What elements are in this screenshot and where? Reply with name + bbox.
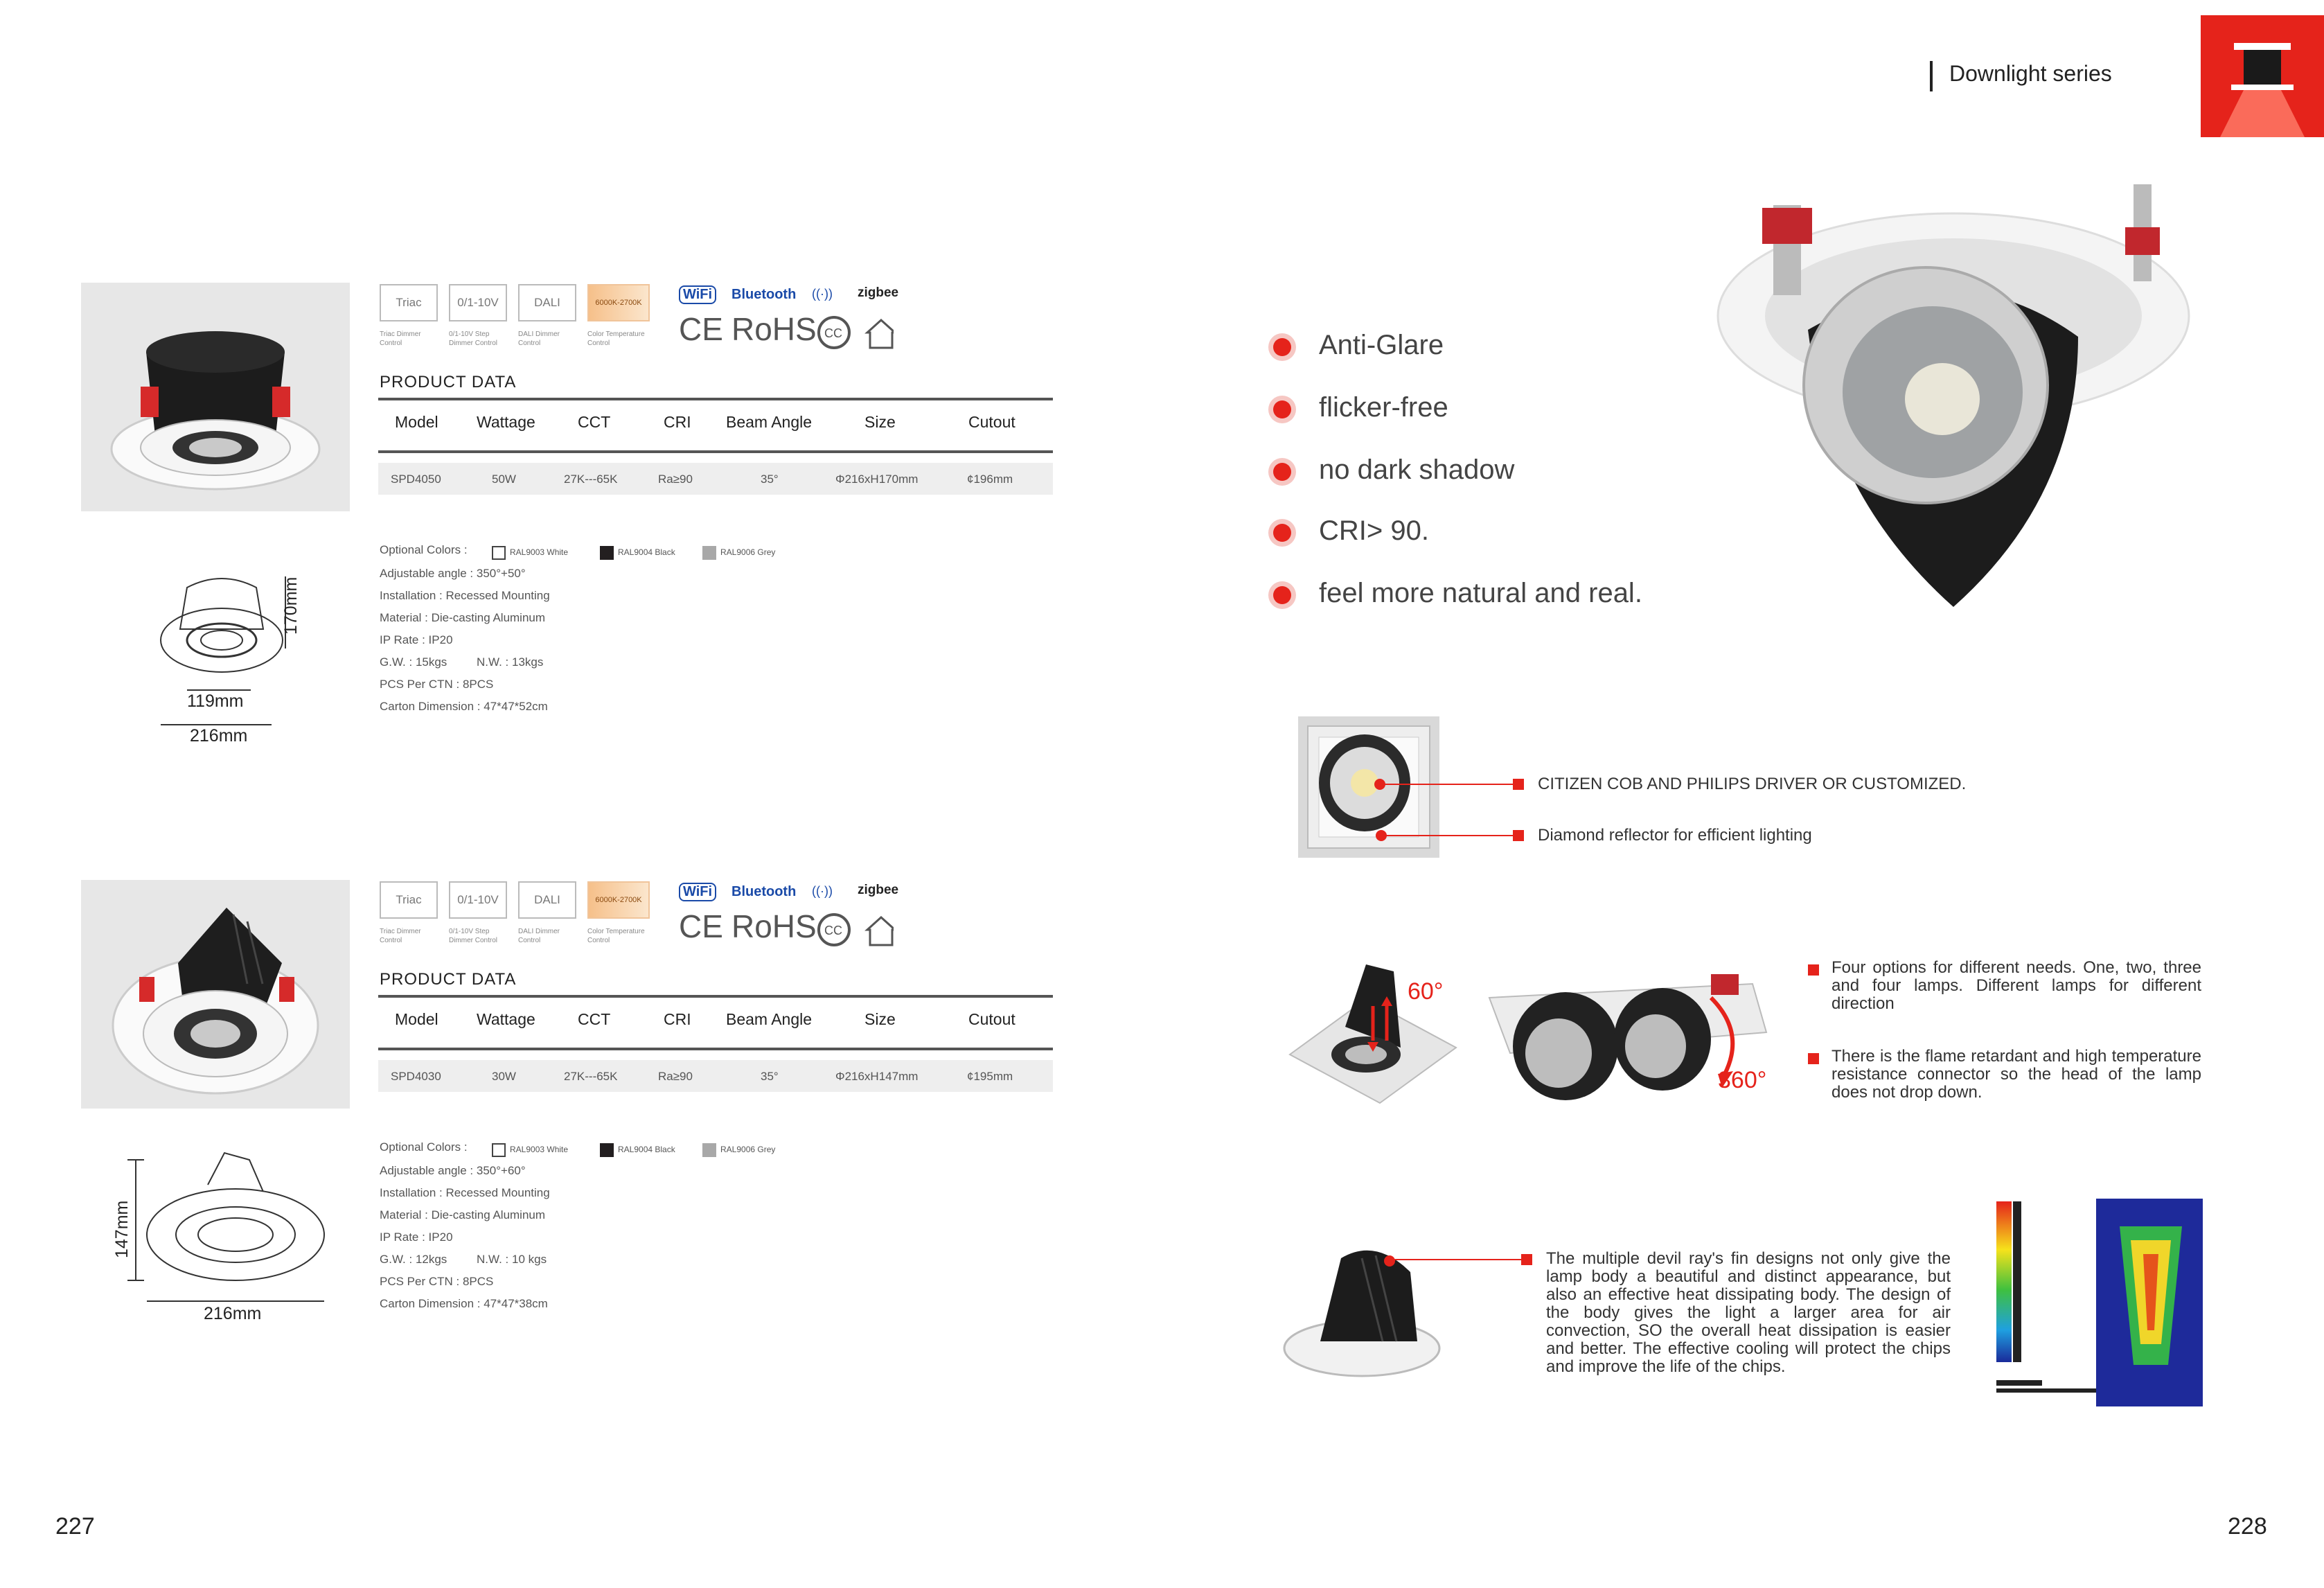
tilt-angle-label: 60° xyxy=(1408,978,1444,1005)
cell-cri: Ra≥90 xyxy=(658,1070,693,1083)
cell-wattage: 30W xyxy=(492,1070,516,1083)
spd4050-image xyxy=(81,283,350,511)
swatch-grey xyxy=(702,1143,716,1157)
color-black-label: RAL9004 Black xyxy=(618,1145,675,1154)
table-mid-rule-2 xyxy=(378,1048,1053,1050)
color-black-label: RAL9004 Black xyxy=(618,547,675,557)
product-data-title: PRODUCT DATA xyxy=(380,373,517,391)
cell-cct: 27K---65K xyxy=(564,1070,618,1083)
control-cct: 6000K-2700K xyxy=(587,881,650,919)
cob-illustration xyxy=(1298,716,1439,858)
feature-item: no dark shadow xyxy=(1319,455,1515,485)
callout-marker xyxy=(1513,779,1524,790)
control-dali: DALI xyxy=(518,881,576,919)
protocol-certs xyxy=(679,283,928,352)
wifi-icon: WiFi xyxy=(679,883,716,901)
callout-marker xyxy=(1513,830,1524,841)
caption-0-10v: 0/1-10V Step Dimmer Control xyxy=(449,928,498,944)
swatch-white xyxy=(492,546,506,560)
fin-illustration xyxy=(1279,1230,1459,1383)
col-cct: CCT xyxy=(578,1010,611,1028)
bullet-icon xyxy=(1273,524,1291,542)
color-grey-label: RAL9006 Grey xyxy=(720,547,776,557)
spec-material: Material : Die-casting Aluminum xyxy=(380,1208,546,1221)
col-beam: Beam Angle xyxy=(726,413,813,431)
bullet-icon xyxy=(1273,400,1291,418)
callout-marker xyxy=(1808,964,1819,976)
signal-icon: ((·)) xyxy=(812,287,833,301)
dim-outer-1: 216mm xyxy=(190,726,248,746)
rotate-angle-label: 360° xyxy=(1718,1067,1767,1093)
cell-model: SPD4050 xyxy=(391,473,441,486)
ccc-and-indoor-icons xyxy=(817,316,894,351)
spd4030-image xyxy=(81,880,350,1109)
spec-carton: Carton Dimension : 47*47*38cm xyxy=(380,1297,548,1310)
feature-list xyxy=(1269,330,1685,621)
control-cct: 6000K-2700K xyxy=(587,284,650,321)
feature-item: flicker-free xyxy=(1319,392,1448,423)
caption-dali: DALI Dimmer Control xyxy=(518,330,560,347)
spec-gw: G.W. : 12kgs xyxy=(380,1253,447,1266)
optional-colors-label: Optional Colors : xyxy=(380,543,468,556)
col-beam: Beam Angle xyxy=(726,1010,813,1028)
hero-product-image xyxy=(1690,164,2244,621)
spec-angle: Adjustable angle : 350°+60° xyxy=(380,1164,526,1177)
swatch-white xyxy=(492,1143,506,1157)
caption-triac: Triac Dimmer Control xyxy=(380,330,421,347)
cell-model: SPD4030 xyxy=(391,1070,441,1083)
thermal-image xyxy=(1995,1199,2203,1406)
page-number-right: 228 xyxy=(2228,1513,2267,1540)
table-top-rule xyxy=(378,398,1053,400)
cell-size: Φ216xH147mm xyxy=(835,1070,919,1083)
col-cutout: Cutout xyxy=(968,413,1015,431)
spec-pcs: PCS Per CTN : 8PCS xyxy=(380,678,494,691)
leader-line xyxy=(1381,784,1513,785)
callout-fins: The multiple devil ray's fin designs not only give the lamp body a beautiful and distinct appearance, but also an effective heat dissipating body. The design of the body gives the light a larger area for air convection, SO the overall heat dissipation is easier and better. The effective cooling will protect the chips and improve the life of the chips. xyxy=(1546,1249,1951,1376)
zigbee-icon: zigbee xyxy=(858,285,899,300)
callout-reflector: Diamond reflector for efficient lighting xyxy=(1538,826,1812,845)
tilt-illustration xyxy=(1283,951,1463,1110)
col-model: Model xyxy=(395,413,438,431)
control-triac: Triac xyxy=(380,284,438,321)
callout-cob: CITIZEN COB AND PHILIPS DRIVER OR CUSTOMIZED. xyxy=(1538,775,1967,793)
col-cutout: Cutout xyxy=(968,1010,1015,1028)
spec-installation: Installation : Recessed Mounting xyxy=(380,1186,550,1199)
swatch-black xyxy=(600,1143,614,1157)
col-size: Size xyxy=(864,413,896,431)
caption-cct: Color Temperature Control xyxy=(587,330,645,347)
svg-text:CC: CC xyxy=(824,924,842,937)
control-triac: Triac xyxy=(380,881,438,919)
header-divider xyxy=(1930,61,1933,91)
control-0-10v: 0/1-10V xyxy=(449,881,507,919)
dim-height-1: 170mm xyxy=(281,576,301,635)
spec-angle: Adjustable angle : 350°+50° xyxy=(380,567,526,580)
cell-beam: 35° xyxy=(761,473,779,486)
color-white-label: RAL9003 White xyxy=(510,1145,569,1154)
product-photo-spd4030 xyxy=(81,880,350,1109)
single-head-image xyxy=(1283,951,1463,1110)
bullet-icon xyxy=(1273,586,1291,604)
downlight-icon xyxy=(2201,15,2324,137)
caption-dali: DALI Dimmer Control xyxy=(518,928,560,944)
section-tab xyxy=(2201,15,2324,137)
control-dali: DALI xyxy=(518,284,576,321)
callout-marker xyxy=(1808,1053,1819,1064)
cell-cri: Ra≥90 xyxy=(658,473,693,486)
rohs-mark: RoHS xyxy=(731,908,817,944)
color-grey-label: RAL9006 Grey xyxy=(720,1145,776,1154)
dim-outer-2: 216mm xyxy=(204,1304,262,1323)
wifi-icon: WiFi xyxy=(679,285,716,304)
table-mid-rule xyxy=(378,450,1053,453)
col-cct: CCT xyxy=(578,413,611,431)
col-wattage: Wattage xyxy=(477,413,535,431)
callout-connector: There is the flame retardant and high temperature resistance connector so the head of the lamp does not drop down. xyxy=(1831,1047,2201,1102)
cell-beam: 35° xyxy=(761,1070,779,1083)
leader-line xyxy=(1390,1259,1521,1260)
feature-item: Anti-Glare xyxy=(1319,330,1444,360)
dimension-drawing-spd4050 xyxy=(145,560,326,747)
table-row xyxy=(378,1060,1053,1092)
ce-mark: CE xyxy=(679,311,723,347)
bullet-icon xyxy=(1273,463,1291,481)
dim-height-2: 147mm xyxy=(112,1200,132,1258)
protocol-certs-2 xyxy=(679,880,928,949)
cob-photo xyxy=(1298,716,1439,858)
hero-lamp-illustration xyxy=(1690,164,2244,621)
spec-ip: IP Rate : IP20 xyxy=(380,1230,453,1244)
table-row xyxy=(378,463,1053,495)
control-0-10v: 0/1-10V xyxy=(449,284,507,321)
cell-cutout: ¢195mm xyxy=(967,1070,1013,1083)
cell-size: Φ216xH170mm xyxy=(835,473,919,486)
cell-cct: 27K---65K xyxy=(564,473,618,486)
table-top-rule-2 xyxy=(378,995,1053,998)
ce-mark: CE xyxy=(679,908,723,944)
bullet-icon xyxy=(1273,338,1291,356)
cell-cutout: ¢196mm xyxy=(967,473,1013,486)
dimension-drawing-spd4030 xyxy=(104,1143,332,1337)
col-cri: CRI xyxy=(664,413,691,431)
feature-item: feel more natural and real. xyxy=(1319,578,1642,608)
spec-material: Material : Die-casting Aluminum xyxy=(380,611,546,624)
caption-cct: Color Temperature Control xyxy=(587,928,645,944)
product-data-title-2: PRODUCT DATA xyxy=(380,970,517,989)
optional-colors-label: Optional Colors : xyxy=(380,1140,468,1154)
col-model: Model xyxy=(395,1010,438,1028)
product-photo-spd4050 xyxy=(81,283,350,511)
spec-nw: N.W. : 10 kgs xyxy=(477,1253,547,1266)
rohs-mark: RoHS xyxy=(731,311,817,347)
cell-wattage: 50W xyxy=(492,473,516,486)
color-white-label: RAL9003 White xyxy=(510,547,569,557)
feature-item: CRI> 90. xyxy=(1319,515,1429,546)
signal-icon: ((·)) xyxy=(812,884,833,898)
leader-line xyxy=(1381,835,1513,836)
spec-gw: G.W. : 15kgs xyxy=(380,655,447,669)
caption-triac: Triac Dimmer Control xyxy=(380,928,421,944)
zigbee-icon: zigbee xyxy=(858,883,899,897)
ccc-and-indoor-icons xyxy=(817,913,894,948)
col-wattage: Wattage xyxy=(477,1010,535,1028)
bluetooth-icon: Bluetooth xyxy=(731,287,797,302)
series-title: Downlight series xyxy=(1949,61,2112,86)
col-cri: CRI xyxy=(664,1010,691,1028)
spec-nw: N.W. : 13kgs xyxy=(477,655,544,669)
fin-lamp-image xyxy=(1279,1230,1459,1383)
callout-options: Four options for different needs. One, two, three and four lamps. Different lamps for different direction xyxy=(1831,958,2201,1013)
swatch-black xyxy=(600,546,614,560)
spec-installation: Installation : Recessed Mounting xyxy=(380,589,550,602)
page-number-left: 227 xyxy=(55,1513,95,1540)
svg-text:CC: CC xyxy=(824,326,842,340)
bluetooth-icon: Bluetooth xyxy=(731,884,797,899)
spec-ip: IP Rate : IP20 xyxy=(380,633,453,646)
spec-carton: Carton Dimension : 47*47*52cm xyxy=(380,700,548,713)
spec-pcs: PCS Per CTN : 8PCS xyxy=(380,1275,494,1288)
swatch-grey xyxy=(702,546,716,560)
dim-inner-1: 119mm xyxy=(187,691,244,711)
multi-head-illustration xyxy=(1482,970,1773,1109)
col-size: Size xyxy=(864,1010,896,1028)
caption-0-10v: 0/1-10V Step Dimmer Control xyxy=(449,330,498,347)
callout-marker xyxy=(1521,1254,1532,1265)
thermal-map xyxy=(1995,1199,2203,1406)
